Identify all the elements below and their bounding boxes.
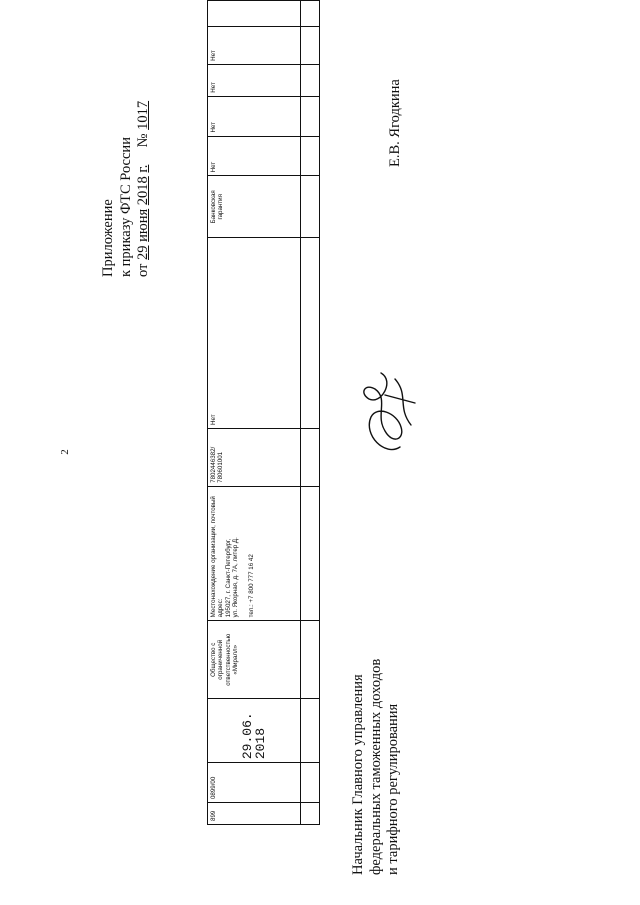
address-line: 195027, г. Санкт-Петербург, (224, 538, 232, 618)
appendix-number-label: № (135, 133, 151, 148)
table-row (301, 1, 320, 825)
cell-net: Нет (208, 238, 301, 429)
cell-code: 0899/00 (208, 763, 301, 803)
appendix-date-line (135, 17, 153, 277)
page-number: 2 (58, 449, 71, 455)
cell-date: 29.06. 2018 (208, 699, 301, 763)
signatory-name: Е.В. Ягодкина (387, 79, 403, 167)
empty-cell (301, 699, 320, 763)
handwritten-signature (345, 345, 435, 465)
cell-inn-kpp: 7802446382/ 780601001 (208, 428, 301, 486)
empty-cell (301, 763, 320, 803)
address-line: Местонахождение организации, почтовый адрес: (210, 496, 225, 618)
empty-cell (301, 486, 320, 620)
cell-net-1: Нет (208, 136, 301, 176)
empty-cell (301, 1, 320, 27)
registry-table (207, 0, 320, 825)
appendix-header (100, 17, 153, 277)
empty-cell (301, 621, 320, 699)
table-row (208, 1, 301, 825)
cell-empty (208, 1, 301, 27)
empty-cell (301, 238, 320, 429)
appendix-date-month: июня (135, 208, 151, 242)
empty-cell (301, 803, 320, 825)
cell-net-4: Нет (208, 26, 301, 64)
signatory-position (350, 575, 403, 875)
empty-cell (301, 176, 320, 238)
appendix-date-suffix: г. (135, 164, 151, 173)
appendix-number: 1017 (135, 100, 151, 130)
position-line: и тарифного регулирования (385, 703, 401, 875)
appendix-order-ref: к приказу ФТС России (117, 137, 134, 277)
empty-cell (301, 96, 320, 136)
cell-guarantee: Банковская гарантия (208, 176, 301, 238)
appendix-date-day: 29 (135, 245, 151, 260)
cell-address (208, 486, 301, 620)
cell-index: 899 (208, 803, 301, 825)
position-line: федеральных таможенных доходов (367, 658, 384, 875)
cell-net-2: Нет (208, 96, 301, 136)
empty-cell (301, 64, 320, 96)
cell-net-3: Нет (208, 64, 301, 96)
address-phone: тел.: +7 800 777 16 42 (247, 554, 255, 618)
cell-organization: Общество с ограниченной ответственностью «Миралл» (208, 621, 301, 699)
empty-cell (301, 136, 320, 176)
address-line: ул. Якорная, д. 7А, литер Д. (232, 537, 240, 618)
empty-cell (301, 26, 320, 64)
position-line: Начальник Главного управления (350, 674, 366, 875)
appendix-date-prefix: от (135, 263, 151, 277)
appendix-date-year: 2018 (135, 176, 151, 206)
empty-cell (301, 428, 320, 486)
appendix-title: Приложение (100, 199, 116, 277)
